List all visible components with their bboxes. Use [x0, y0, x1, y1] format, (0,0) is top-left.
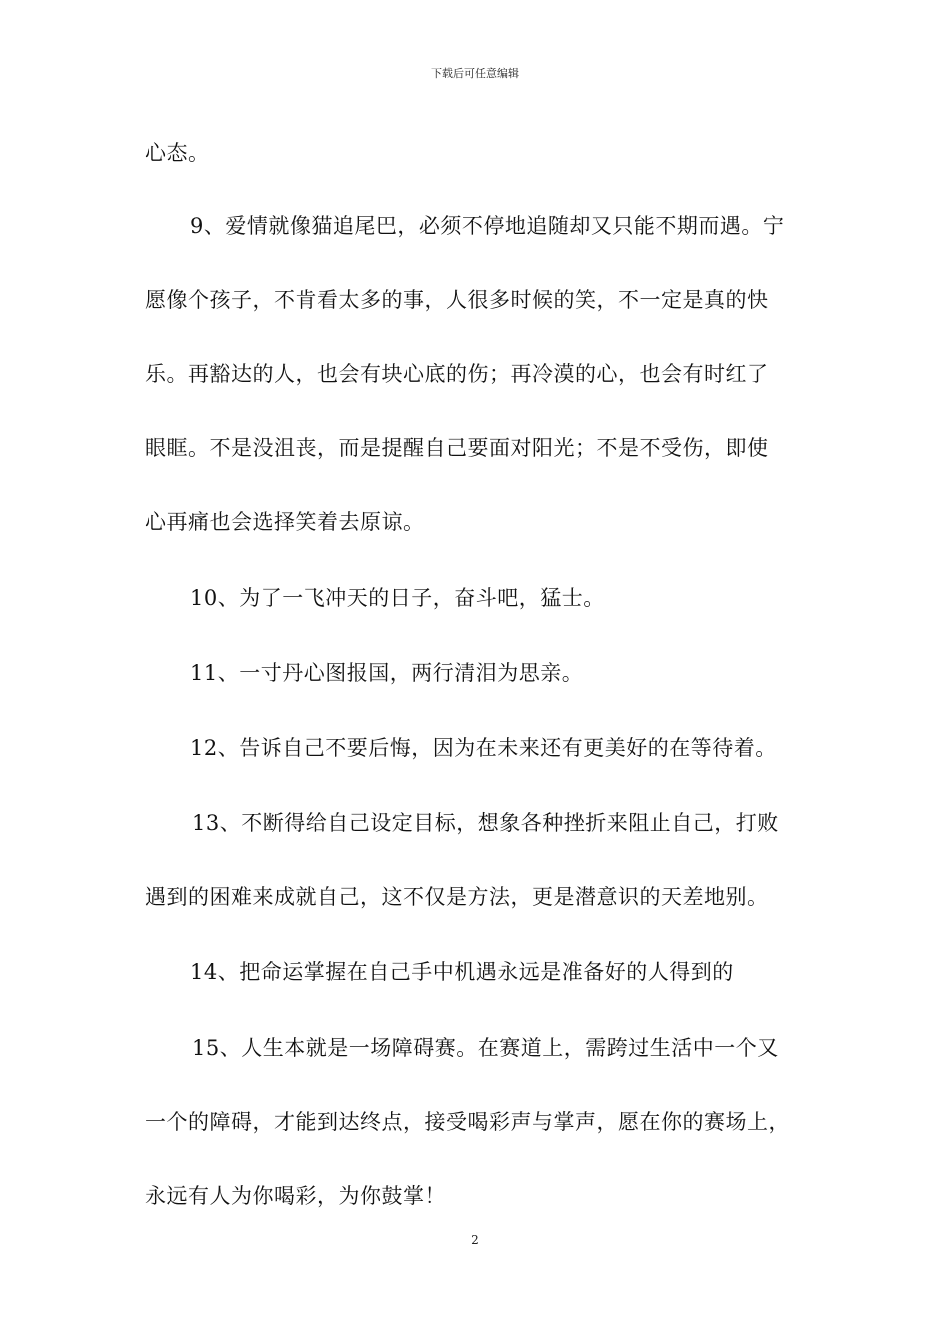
page-header: 下载后可任意编辑 — [431, 67, 519, 80]
body-line-13: 15、人生本就是一场障碍赛。在赛道上，需跨过生活中一个又 — [192, 1036, 779, 1060]
body-line-9: 12、告诉自己不要后悔，因为在未来还有更美好的在等待着。 — [190, 736, 777, 760]
body-line-12: 14、把命运掌握在自己手中机遇永远是准备好的人得到的 — [190, 960, 734, 984]
body-line-15: 永远有人为你喝彩，为你鼓掌！ — [145, 1184, 446, 1208]
body-line-1: 心态。 — [145, 141, 210, 165]
body-line-7: 10、为了一飞冲天的日子，奋斗吧，猛士。 — [190, 586, 605, 610]
body-line-2: 9、爱情就像猫追尾巴，必须不停地追随却又只能不期而遇。宁 — [190, 214, 785, 238]
body-line-5: 眼眶。不是没沮丧，而是提醒自己要面对阳光；不是不受伤，即使 — [145, 436, 769, 460]
body-line-10: 13、不断得给自己设定目标，想象各种挫折来阻止自己，打败 — [192, 811, 779, 835]
body-line-3: 愿像个孩子，不肯看太多的事，人很多时候的笑，不一定是真的快 — [145, 288, 769, 312]
page-number: 2 — [471, 1233, 479, 1247]
body-line-11: 遇到的困难来成就自己，这不仅是方法，更是潜意识的天差地别。 — [145, 885, 769, 909]
body-line-8: 11、一寸丹心图报国，两行清泪为思亲。 — [190, 661, 584, 685]
body-line-4: 乐。再豁达的人，也会有块心底的伤；再冷漠的心，也会有时红了 — [145, 362, 769, 386]
body-line-6: 心再痛也会选择笑着去原谅。 — [145, 510, 425, 534]
body-line-14: 一个的障碍，才能到达终点，接受喝彩声与掌声，愿在你的赛场上， — [145, 1110, 790, 1134]
